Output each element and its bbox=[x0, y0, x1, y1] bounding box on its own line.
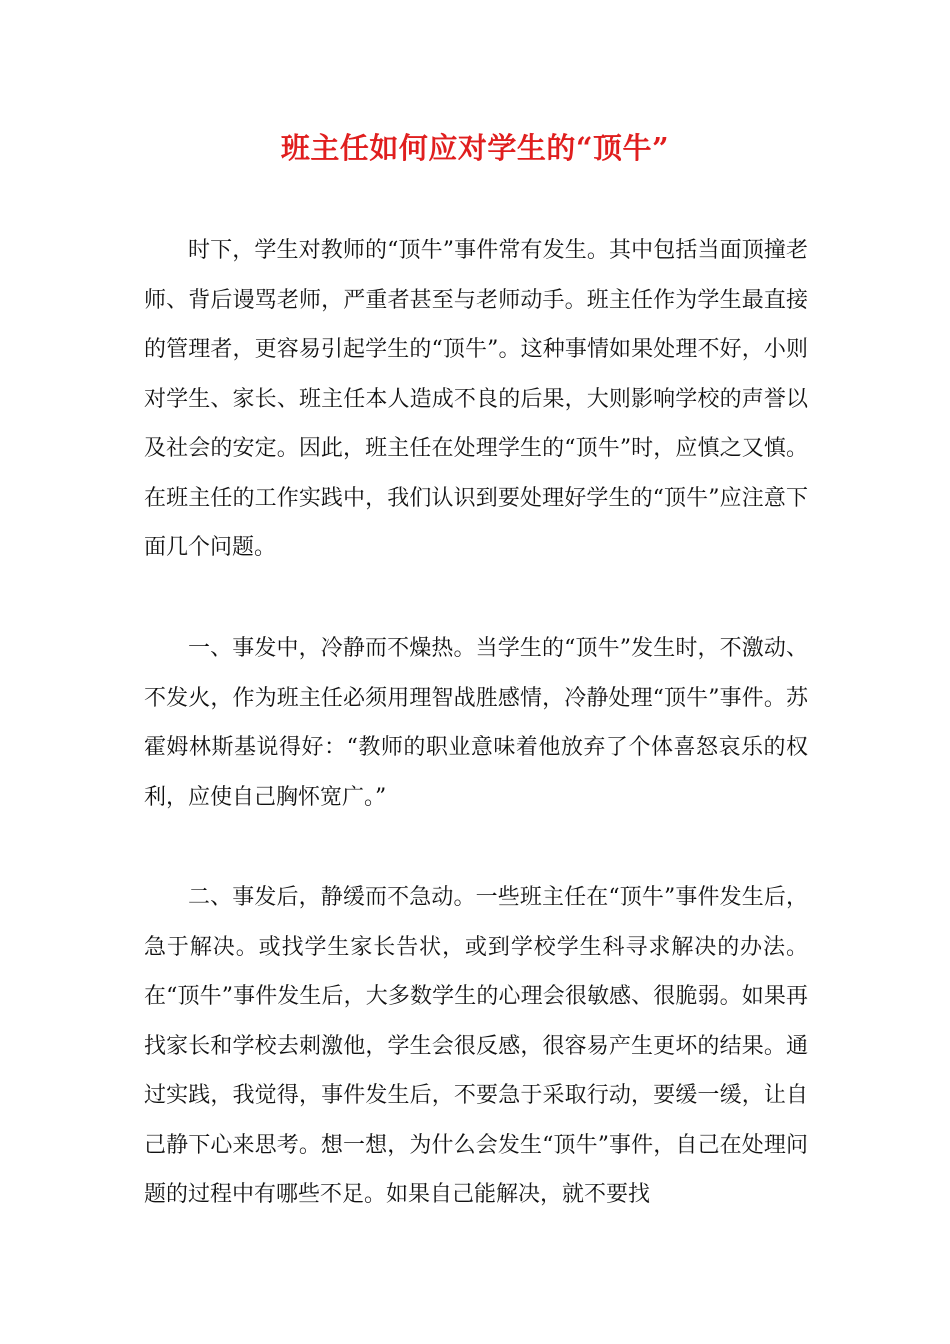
paragraph-intro-block bbox=[144, 226, 808, 573]
paragraph-intro: 时下，学生对教师的“顶牛”事件常有发生。其中包括当面顶撞老师、背后谩骂老师，严重者甚至与老师动手。班主任作为学生最直接的管理者，更容易引起学生的“顶牛”。这种事情如果处理不好，小则对学生、家长、班主任本人造成不良的后果，大则影响学校的声誉以及社会的安定。因此，班主任在处理学生的“顶牛”时，应慎之又慎。在班主任的工作实践中，我们认识到要处理好学生的“顶牛”应注意下面几个问题。 bbox=[144, 238, 808, 560]
document-title: 班主任如何应对学生的“顶牛” bbox=[280, 131, 670, 165]
paragraph-point-two-block bbox=[144, 873, 808, 1220]
paragraph-point-one: 一、事发中，冷静而不燥热。当学生的“顶牛”发生时，不激动、不发火，作为班主任必须用理智战胜感情，冷静处理“顶牛”事件。苏霍姆林斯基说得好：“教师的职业意味着他放弃了个体喜怒哀乐的权利，应使自己胸怀宽广。” bbox=[144, 636, 808, 810]
paragraph-point-one-block bbox=[144, 624, 808, 822]
paragraph-point-two: 二、事发后，静缓而不急动。一些班主任在“顶牛”事件发生后，急于解决。或找学生家长告状，或到学校学生科寻求解决的办法。在“顶牛”事件发生后，大多数学生的心理会很敏感、很脆弱。如果再找家长和学校去刺激他，学生会很反感，很容易产生更坏的结果。通过实践，我觉得，事件发生后，不要急于采取行动，要缓一缓，让自己静下心来思考。想一想，为什么会发生“顶牛”事件，自己在处理问题的过程中有哪些不足。如果自己能解决，就不要找 bbox=[144, 885, 808, 1207]
